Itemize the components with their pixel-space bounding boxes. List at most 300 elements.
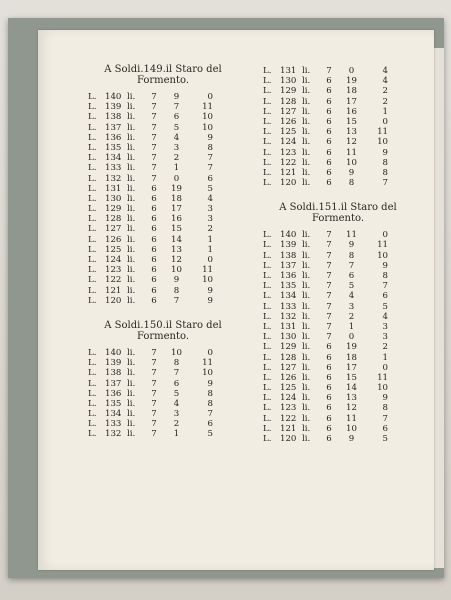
- heading-line: Formento.: [136, 75, 190, 86]
- row-soldi: 0: [348, 66, 355, 76]
- table-row: [263, 322, 423, 332]
- row-prefix: L.: [88, 224, 97, 235]
- row-number: 129: [280, 342, 297, 353]
- row-denari: 4: [382, 311, 388, 322]
- row-unit: li.: [127, 224, 136, 235]
- row-soldi: 18: [346, 86, 357, 97]
- row-unit: li.: [127, 265, 136, 276]
- row-unit: li.: [302, 96, 311, 107]
- row-lire: 6: [326, 147, 332, 158]
- table-row: [263, 168, 423, 178]
- row-lire: 7: [326, 271, 332, 281]
- table-row: [263, 86, 423, 96]
- row-unit: li.: [127, 122, 136, 133]
- row-prefix: L.: [88, 358, 97, 369]
- row-unit: li.: [127, 429, 136, 440]
- row-lire: 6: [151, 295, 157, 306]
- row-soldi: 3: [348, 301, 355, 312]
- row-number: 120: [105, 295, 122, 306]
- section-heading-149: [88, 64, 238, 86]
- table-row: [263, 97, 423, 107]
- row-unit: li.: [302, 281, 311, 292]
- row-unit: li.: [302, 271, 311, 281]
- row-number: 120: [280, 434, 297, 444]
- row-denari: 10: [377, 137, 388, 148]
- row-prefix: L.: [263, 393, 272, 404]
- table-row: [263, 332, 423, 342]
- row-prefix: L.: [263, 352, 272, 363]
- row-prefix: L.: [88, 193, 97, 204]
- row-unit: li.: [127, 92, 136, 102]
- row-number: 125: [105, 244, 122, 255]
- row-soldi: 19: [171, 183, 182, 194]
- row-prefix: L.: [88, 102, 97, 113]
- table-row: [263, 302, 423, 312]
- row-number: 131: [105, 183, 122, 194]
- row-unit: li.: [127, 132, 136, 143]
- row-denari: 6: [207, 419, 213, 430]
- row-prefix: L.: [263, 301, 272, 312]
- row-prefix: L.: [263, 260, 272, 271]
- table-row: [88, 194, 258, 204]
- row-prefix: L.: [263, 383, 272, 394]
- table-row: [88, 429, 258, 439]
- row-unit: li.: [302, 383, 311, 394]
- row-number: 127: [280, 106, 297, 117]
- row-denari: 8: [382, 271, 388, 281]
- row-denari: 5: [382, 434, 388, 444]
- row-unit: li.: [127, 419, 136, 430]
- row-prefix: L.: [88, 347, 97, 358]
- row-unit: li.: [127, 193, 136, 204]
- row-denari: 1: [382, 106, 388, 117]
- row-unit: li.: [127, 368, 136, 379]
- row-number: 133: [280, 301, 297, 312]
- row-soldi: 10: [171, 347, 182, 358]
- row-denari: 4: [382, 66, 388, 76]
- table-row: [88, 245, 258, 255]
- table-row: [88, 224, 258, 234]
- row-soldi: 17: [346, 362, 357, 373]
- row-lire: 7: [151, 102, 157, 113]
- row-number: 122: [280, 157, 297, 168]
- row-unit: li.: [127, 409, 136, 420]
- row-denari: 10: [202, 275, 213, 286]
- row-soldi: 18: [171, 193, 182, 204]
- row-denari: 0: [207, 92, 213, 102]
- row-denari: 1: [207, 244, 213, 255]
- row-number: 130: [280, 332, 297, 343]
- row-soldi: 7: [173, 368, 180, 379]
- row-lire: 7: [151, 112, 157, 123]
- row-soldi: 4: [173, 398, 180, 409]
- row-soldi: 1: [173, 429, 180, 440]
- row-unit: li.: [302, 157, 311, 168]
- row-unit: li.: [302, 116, 311, 127]
- row-soldi: 5: [348, 281, 355, 292]
- row-number: 137: [105, 122, 122, 133]
- row-number: 125: [280, 383, 297, 394]
- row-lire: 6: [151, 265, 157, 276]
- row-unit: li.: [302, 250, 311, 261]
- table-row: [263, 158, 423, 168]
- row-lire: 7: [151, 132, 157, 143]
- row-soldi: 3: [173, 142, 180, 153]
- row-soldi: 17: [171, 204, 182, 215]
- row-denari: 3: [382, 332, 388, 343]
- row-number: 122: [105, 275, 122, 286]
- table-row: [263, 240, 423, 250]
- row-unit: li.: [127, 255, 136, 265]
- row-lire: 6: [326, 393, 332, 404]
- table-row: [88, 286, 258, 296]
- row-lire: 6: [151, 275, 157, 286]
- price-table: [263, 230, 423, 444]
- row-soldi: 8: [348, 178, 355, 189]
- row-number: 121: [280, 423, 297, 434]
- row-number: 127: [105, 224, 122, 235]
- row-lire: 7: [151, 92, 157, 102]
- table-row: [88, 419, 258, 429]
- row-number: 126: [280, 116, 297, 127]
- row-unit: li.: [302, 342, 311, 353]
- row-unit: li.: [302, 240, 311, 251]
- row-prefix: L.: [263, 230, 272, 241]
- row-lire: 7: [151, 347, 157, 358]
- row-prefix: L.: [88, 388, 97, 399]
- row-soldi: 4: [173, 132, 180, 143]
- row-soldi: 7: [173, 295, 180, 306]
- row-denari: 11: [377, 127, 388, 138]
- row-number: 140: [105, 347, 122, 358]
- table-row: [88, 153, 258, 163]
- row-prefix: L.: [263, 291, 272, 302]
- row-soldi: 14: [171, 234, 182, 245]
- row-unit: li.: [302, 321, 311, 332]
- row-prefix: L.: [263, 311, 272, 322]
- row-number: 133: [105, 163, 122, 174]
- row-lire: 7: [151, 368, 157, 379]
- row-soldi: 6: [173, 378, 180, 389]
- row-prefix: L.: [88, 163, 97, 174]
- row-unit: li.: [302, 230, 311, 241]
- row-prefix: L.: [88, 255, 97, 265]
- row-unit: li.: [302, 106, 311, 117]
- row-soldi: 0: [173, 173, 180, 184]
- table-row: [263, 383, 423, 393]
- table-row: [263, 148, 423, 158]
- heading-line: A Soldi.149.il Staro del: [104, 64, 222, 75]
- row-denari: 7: [382, 413, 388, 424]
- row-soldi: 5: [173, 122, 180, 133]
- row-number: 135: [105, 142, 122, 153]
- row-unit: li.: [302, 413, 311, 424]
- row-lire: 7: [151, 153, 157, 164]
- row-unit: li.: [302, 147, 311, 158]
- row-number: 135: [105, 398, 122, 409]
- row-lire: 6: [326, 167, 332, 178]
- row-lire: 7: [326, 260, 332, 271]
- row-number: 136: [280, 271, 297, 281]
- left-column: [88, 64, 258, 440]
- row-lire: 7: [151, 398, 157, 409]
- row-soldi: 2: [348, 311, 355, 322]
- row-unit: li.: [127, 112, 136, 123]
- table-row: [88, 102, 258, 112]
- table-row: [88, 92, 258, 102]
- row-soldi: 16: [171, 214, 182, 225]
- row-number: 133: [105, 419, 122, 430]
- table-row: [88, 184, 258, 194]
- row-unit: li.: [302, 167, 311, 178]
- row-unit: li.: [302, 362, 311, 373]
- row-prefix: L.: [88, 285, 97, 296]
- row-lire: 6: [326, 178, 332, 189]
- row-denari: 6: [382, 423, 388, 434]
- row-unit: li.: [127, 378, 136, 389]
- row-unit: li.: [127, 163, 136, 174]
- row-soldi: 9: [173, 92, 180, 102]
- row-denari: 0: [207, 255, 213, 265]
- row-lire: 6: [326, 413, 332, 424]
- row-lire: 7: [151, 358, 157, 369]
- table-row: [263, 66, 423, 76]
- row-prefix: L.: [88, 419, 97, 430]
- row-lire: 6: [151, 234, 157, 245]
- row-lire: 6: [151, 193, 157, 204]
- table-row: [88, 123, 258, 133]
- row-denari: 11: [377, 240, 388, 251]
- row-soldi: 19: [346, 76, 357, 87]
- row-prefix: L.: [88, 368, 97, 379]
- row-denari: 0: [382, 230, 388, 241]
- row-prefix: L.: [88, 132, 97, 143]
- row-soldi: 8: [173, 358, 180, 369]
- table-row: [263, 251, 423, 261]
- row-unit: li.: [127, 275, 136, 286]
- row-prefix: L.: [88, 183, 97, 194]
- row-denari: 2: [382, 342, 388, 353]
- row-number: 124: [280, 137, 297, 148]
- row-prefix: L.: [263, 434, 272, 444]
- row-prefix: L.: [263, 96, 272, 107]
- row-unit: li.: [302, 352, 311, 363]
- row-prefix: L.: [88, 398, 97, 409]
- row-soldi: 5: [173, 388, 180, 399]
- row-unit: li.: [127, 153, 136, 164]
- row-lire: 6: [326, 423, 332, 434]
- row-number: 129: [105, 204, 122, 215]
- row-lire: 6: [326, 106, 332, 117]
- row-prefix: L.: [263, 86, 272, 97]
- row-number: 139: [105, 102, 122, 113]
- row-denari: 9: [207, 285, 213, 296]
- row-soldi: 11: [346, 230, 357, 241]
- row-soldi: 9: [348, 434, 355, 444]
- row-denari: 9: [207, 132, 213, 143]
- row-number: 135: [280, 281, 297, 292]
- row-unit: li.: [127, 285, 136, 296]
- row-number: 126: [280, 372, 297, 383]
- row-denari: 9: [382, 393, 388, 404]
- row-lire: 7: [151, 163, 157, 174]
- row-prefix: L.: [263, 240, 272, 251]
- row-denari: 11: [202, 102, 213, 113]
- table-row: [88, 204, 258, 214]
- table-row: [263, 178, 423, 188]
- row-number: 131: [280, 66, 297, 76]
- row-number: 121: [105, 285, 122, 296]
- row-unit: li.: [302, 76, 311, 87]
- table-row: [88, 358, 258, 368]
- table-row: [88, 174, 258, 184]
- row-prefix: L.: [263, 342, 272, 353]
- row-number: 126: [105, 234, 122, 245]
- heading-line: Formento.: [136, 330, 190, 342]
- row-soldi: 11: [346, 413, 357, 424]
- row-denari: 1: [207, 234, 213, 245]
- row-denari: 1: [382, 352, 388, 363]
- row-unit: li.: [302, 137, 311, 148]
- row-denari: 9: [382, 260, 388, 271]
- table-row: [263, 230, 423, 240]
- row-prefix: L.: [88, 214, 97, 225]
- row-lire: 6: [326, 362, 332, 373]
- row-prefix: L.: [263, 76, 272, 87]
- row-denari: 11: [202, 358, 213, 369]
- row-denari: 8: [207, 142, 213, 153]
- table-row: [263, 424, 423, 434]
- row-number: 137: [280, 260, 297, 271]
- row-denari: 9: [382, 147, 388, 158]
- row-prefix: L.: [263, 167, 272, 178]
- table-row: [88, 133, 258, 143]
- row-prefix: L.: [88, 429, 97, 440]
- table-row: [263, 312, 423, 322]
- row-prefix: L.: [88, 295, 97, 306]
- table-row: [88, 163, 258, 173]
- row-number: 134: [280, 291, 297, 302]
- table-row: [263, 271, 423, 281]
- row-unit: li.: [127, 142, 136, 153]
- row-lire: 6: [151, 244, 157, 255]
- row-denari: 4: [207, 193, 213, 204]
- row-prefix: L.: [263, 178, 272, 189]
- book-page: [38, 30, 434, 570]
- row-prefix: L.: [263, 332, 272, 343]
- row-prefix: L.: [263, 271, 272, 281]
- row-soldi: 18: [346, 352, 357, 363]
- row-lire: 7: [151, 378, 157, 389]
- row-prefix: L.: [263, 413, 272, 424]
- table-row: [263, 107, 423, 117]
- row-unit: li.: [302, 372, 311, 383]
- row-number: 140: [280, 230, 297, 241]
- row-prefix: L.: [88, 92, 97, 102]
- row-soldi: 12: [346, 403, 357, 414]
- row-number: 136: [105, 132, 122, 143]
- heading-line: A Soldi.150.il Staro del: [104, 319, 222, 331]
- row-soldi: 6: [348, 271, 355, 281]
- row-soldi: 12: [346, 137, 357, 148]
- row-denari: 3: [207, 204, 213, 215]
- row-unit: li.: [302, 260, 311, 271]
- row-number: 124: [280, 393, 297, 404]
- row-denari: 8: [382, 157, 388, 168]
- table-row: [88, 214, 258, 224]
- row-denari: 5: [207, 429, 213, 440]
- row-number: 124: [105, 255, 122, 265]
- row-lire: 6: [151, 214, 157, 225]
- row-soldi: 10: [346, 423, 357, 434]
- row-lire: 6: [151, 183, 157, 194]
- row-unit: li.: [127, 183, 136, 194]
- row-soldi: 1: [348, 321, 355, 332]
- row-prefix: L.: [88, 122, 97, 133]
- row-soldi: 4: [348, 291, 355, 302]
- row-prefix: L.: [263, 321, 272, 332]
- row-lire: 6: [151, 204, 157, 215]
- row-unit: li.: [302, 332, 311, 343]
- row-soldi: 16: [346, 106, 357, 117]
- row-prefix: L.: [263, 281, 272, 292]
- row-soldi: 13: [346, 127, 357, 138]
- row-number: 122: [280, 413, 297, 424]
- row-lire: 6: [326, 342, 332, 353]
- row-lire: 6: [151, 224, 157, 235]
- row-denari: 8: [382, 167, 388, 178]
- row-denari: 6: [382, 291, 388, 302]
- row-unit: li.: [302, 434, 311, 444]
- row-unit: li.: [302, 127, 311, 138]
- row-soldi: 8: [348, 250, 355, 261]
- table-row: [88, 255, 258, 265]
- row-lire: 7: [151, 122, 157, 133]
- row-number: 134: [105, 409, 122, 420]
- row-number: 128: [105, 214, 122, 225]
- row-unit: li.: [302, 403, 311, 414]
- heading-line: Formento.: [311, 213, 365, 225]
- row-soldi: 1: [173, 163, 180, 174]
- table-row: [263, 373, 423, 383]
- row-number: 137: [105, 378, 122, 389]
- row-number: 132: [105, 429, 122, 440]
- table-row: [263, 127, 423, 137]
- row-denari: 5: [207, 183, 213, 194]
- row-lire: 7: [151, 173, 157, 184]
- row-lire: 7: [326, 230, 332, 241]
- row-denari: 2: [382, 96, 388, 107]
- row-soldi: 13: [171, 244, 182, 255]
- row-soldi: 9: [173, 275, 180, 286]
- price-table: [88, 348, 258, 440]
- table-row: [263, 363, 423, 373]
- row-prefix: L.: [263, 362, 272, 373]
- row-prefix: L.: [263, 423, 272, 434]
- row-soldi: 10: [171, 265, 182, 276]
- row-lire: 6: [326, 127, 332, 138]
- row-number: 136: [105, 388, 122, 399]
- row-number: 131: [280, 321, 297, 332]
- row-unit: li.: [127, 398, 136, 409]
- section-heading-150: [88, 320, 238, 342]
- table-row: [263, 137, 423, 147]
- row-denari: 9: [207, 295, 213, 306]
- table-row: [88, 379, 258, 389]
- row-number: 129: [280, 86, 297, 97]
- row-lire: 7: [151, 388, 157, 399]
- row-lire: 6: [326, 86, 332, 97]
